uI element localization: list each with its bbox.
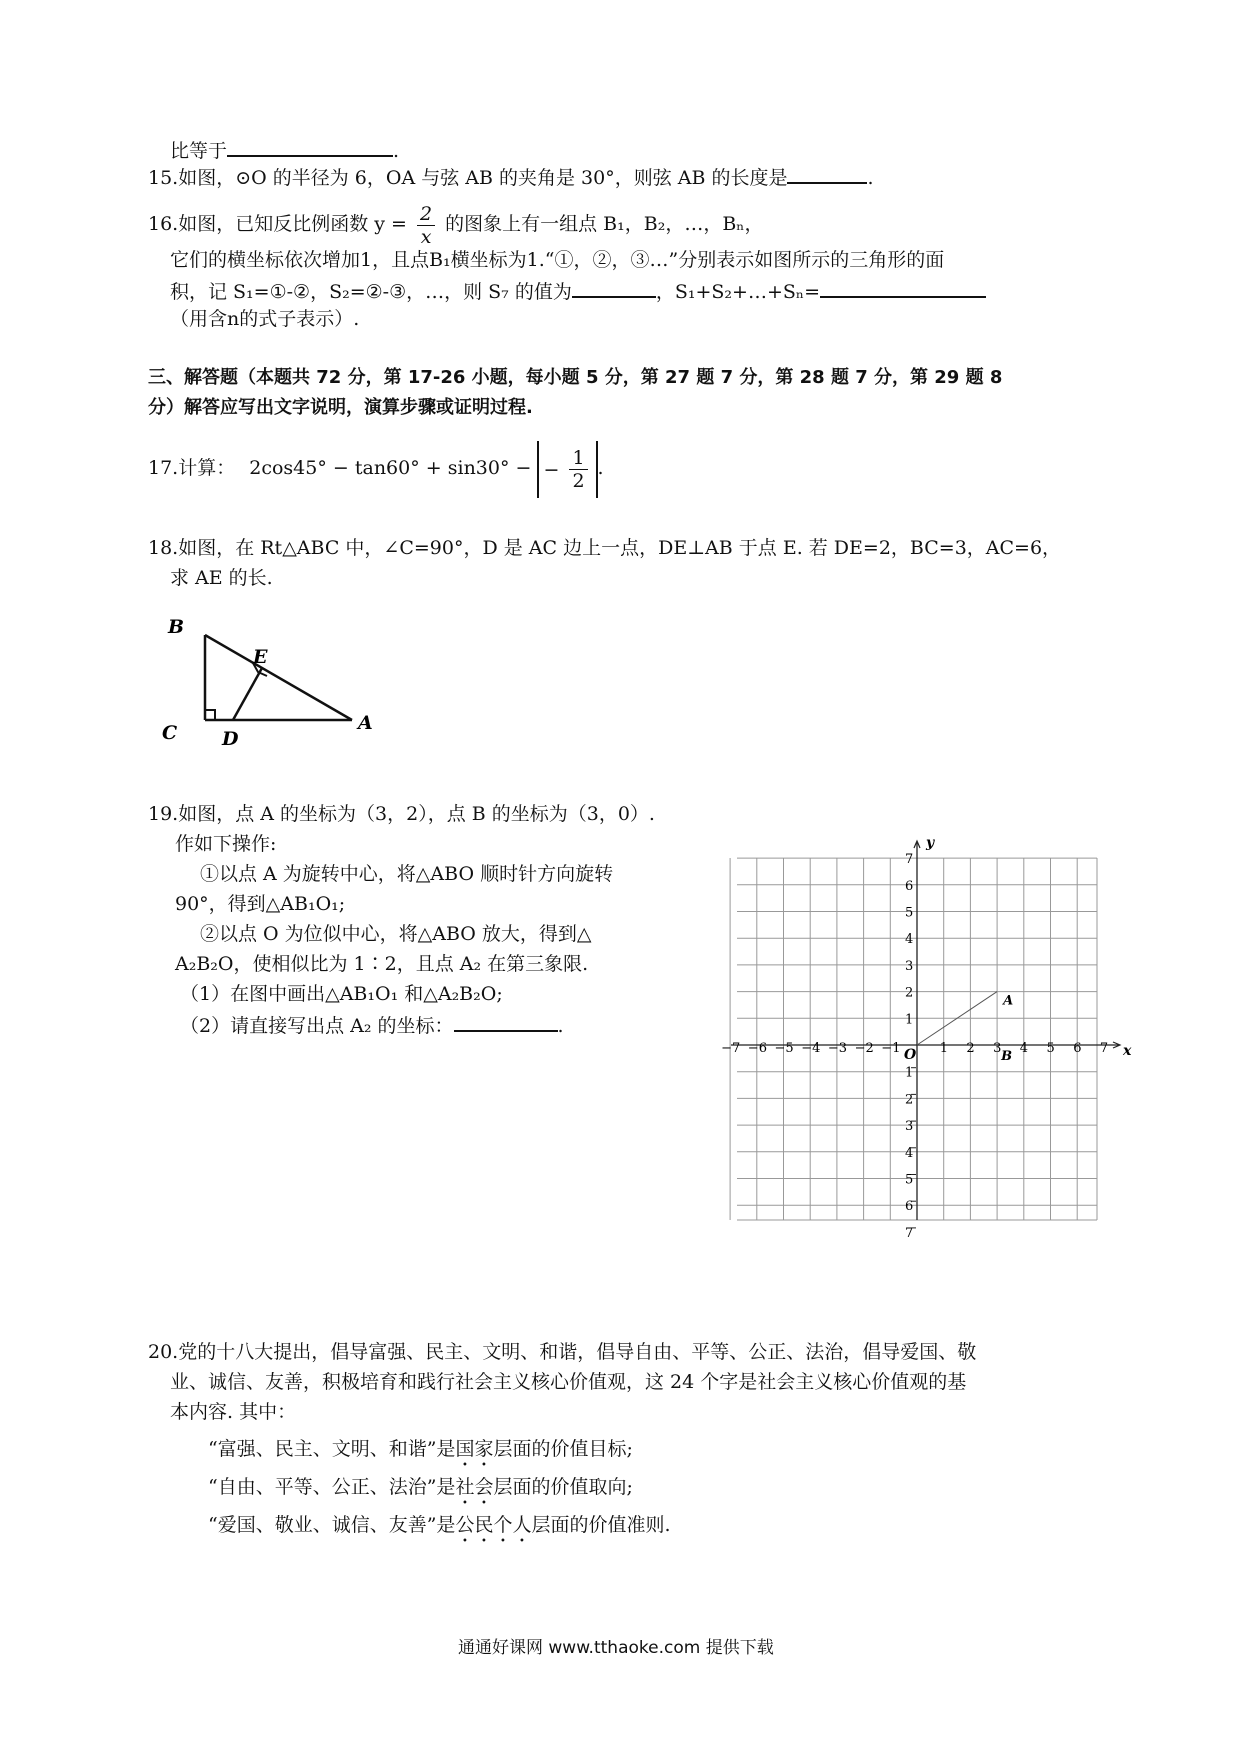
coordinate-grid — [720, 830, 1140, 1241]
q19-line6: A₂B₂O，使相似比为 1∶2，且点 A₂ 在第三象限. — [175, 953, 589, 975]
x-tick-label: −4 — [801, 1041, 821, 1056]
answer-blank[interactable] — [454, 1012, 558, 1032]
answer-blank[interactable] — [787, 164, 867, 184]
section-heading-2: 分）解答应写出文字说明，演算步骤或证明过程. — [148, 397, 533, 418]
q20-item2: “自由、平等、公正、法治”是社会层面的价值取向; — [208, 1476, 633, 1498]
y-tick-label: 5 — [905, 1172, 914, 1188]
q19-line4: 90°，得到△AB₁O₁; — [175, 893, 346, 915]
point-b-label: B — [1001, 1049, 1013, 1064]
y-tick-label: 6 — [905, 878, 914, 894]
q18-line2: 求 AE 的长. — [170, 567, 273, 589]
x-tick-label: 5 — [1046, 1041, 1055, 1056]
x-tick-label: −7 — [721, 1041, 741, 1056]
label-a: A — [358, 712, 373, 734]
q19-line1: 19.如图，点 A 的坐标为（3，2），点 B 的坐标为（3，0）. — [148, 803, 655, 825]
y-tick-label: 3 — [905, 958, 914, 974]
q20-item1: “富强、民主、文明、和谐”是国家层面的价值目标; — [208, 1438, 633, 1460]
answer-blank[interactable] — [820, 278, 986, 298]
q19-line7: （1）在图中画出△AB₁O₁ 和△A₂B₂O; — [180, 983, 503, 1005]
label-e: E — [253, 646, 268, 668]
y-tick-label: 1 — [905, 1065, 914, 1081]
y-tick-label: 1 — [905, 1012, 914, 1028]
q20-item3: “爱国、敬业、诚信、友善”是公民个人层面的价值准则. — [208, 1514, 671, 1536]
y-tick-label: 2 — [905, 1092, 914, 1108]
x-tick-label: 6 — [1073, 1041, 1082, 1056]
y-tick-label: 7 — [905, 1225, 914, 1241]
y-axis-label: y — [926, 835, 935, 851]
segment-ba — [205, 635, 352, 720]
q20-line1: 20.党的十八大提出，倡导富强、民主、文明、和谐，倡导自由、平等、公正、法治，倡导爱国、敬 — [148, 1341, 977, 1363]
x-tick-label: 7 — [1099, 1041, 1109, 1056]
x-tick-label: 4 — [1019, 1041, 1029, 1056]
x-axis-label: x — [1123, 1043, 1132, 1059]
fraction: $\frac{2}{x}$ — [417, 203, 435, 248]
y-tick-label: 4 — [905, 1145, 914, 1161]
x-tick-label: −6 — [747, 1041, 767, 1056]
y-tick-label: 7 — [905, 852, 914, 868]
x-tick-label: 1 — [939, 1041, 948, 1056]
segment-de — [233, 668, 262, 720]
triangle-figure — [160, 605, 420, 765]
y-tick-label: 6 — [905, 1199, 914, 1215]
q20-line2: 业、诚信、友善，积极培育和践行社会主义核心价值观，这 24 个字是社会主义核心价值观的基 — [170, 1371, 967, 1393]
q19-line3: ①以点 A 为旋转中心，将△ABO 顺时针方向旋转 — [200, 863, 614, 885]
point-a-label: A — [1003, 993, 1014, 1009]
x-tick-label: −1 — [881, 1041, 901, 1056]
q16-line4: （用含n的式子表示）. — [170, 308, 360, 330]
answer-blank[interactable] — [227, 137, 393, 157]
right-angle-c — [205, 710, 215, 720]
y-tick-label: 3 — [905, 1119, 914, 1135]
q17: 17.计算： 2cos45° − tan60° + sin30° − − $\frac{1}{2}$ . — [148, 440, 604, 498]
y-tick-label: 5 — [905, 905, 914, 921]
x-tick-label: −2 — [854, 1041, 874, 1056]
fraction: $\frac{1}{2}$ — [569, 447, 587, 492]
abs-value: − $\frac{1}{2}$ — [537, 441, 597, 498]
q16-line2: 它们的横坐标依次增加1，且点B₁横坐标为1.“①，②，③…”分别表示如图所示的三角形的面 — [170, 249, 945, 271]
x-tick-label: 3 — [993, 1041, 1002, 1056]
page-footer: 通通好课网 www.tthaoke.com 提供下载 — [458, 1638, 774, 1658]
q18-line1: 18.如图，在 Rt△ABC 中，∠C=90°，D 是 AC 边上一点，DE⊥AB 于点 E. 若 DE=2，BC=3，AC=6， — [148, 537, 1062, 559]
label-b: B — [168, 616, 185, 638]
q16-line1: 16.如图，已知反比例函数 y = $\frac{2}{x}$ 的图象上有一组点 B₁，B₂，…，Bₙ， — [148, 202, 764, 248]
q19-line5: ②以点 O 为位似中心，将△ABO 放大，得到△ — [200, 923, 592, 945]
origin-label: O — [904, 1047, 917, 1063]
section-heading: 三、解答题（本题共 72 分，第 17-26 小题，每小题 5 分，第 27 题 7 分，第 28 题 7 分，第 29 题 8 — [148, 367, 1003, 388]
q14-tail: 比等于 . — [170, 137, 399, 163]
y-tick-label: 4 — [905, 932, 914, 948]
q16-line3: 积，记 S₁=①-②，S₂=②-③，…，则 S₇ 的值为 ，S₁+S₂+…+Sₙ= — [170, 278, 986, 304]
q15: 15.如图，⊙O 的半径为 6，OA 与弦 AB 的夹角是 30°，则弦 AB 的长度是 . — [148, 164, 874, 190]
x-tick-label: −5 — [774, 1041, 794, 1056]
x-tick-label: 2 — [966, 1041, 975, 1056]
answer-blank[interactable] — [572, 278, 656, 298]
x-tick-label: −3 — [827, 1041, 848, 1056]
label-d: D — [222, 728, 239, 750]
label-c: C — [162, 722, 178, 744]
q19-line2: 作如下操作: — [175, 833, 277, 855]
q19-line8: （2）请直接写出点 A₂ 的坐标： . — [180, 1012, 564, 1038]
y-tick-label: 2 — [905, 985, 914, 1001]
q20-line3: 本内容. 其中： — [170, 1401, 297, 1423]
